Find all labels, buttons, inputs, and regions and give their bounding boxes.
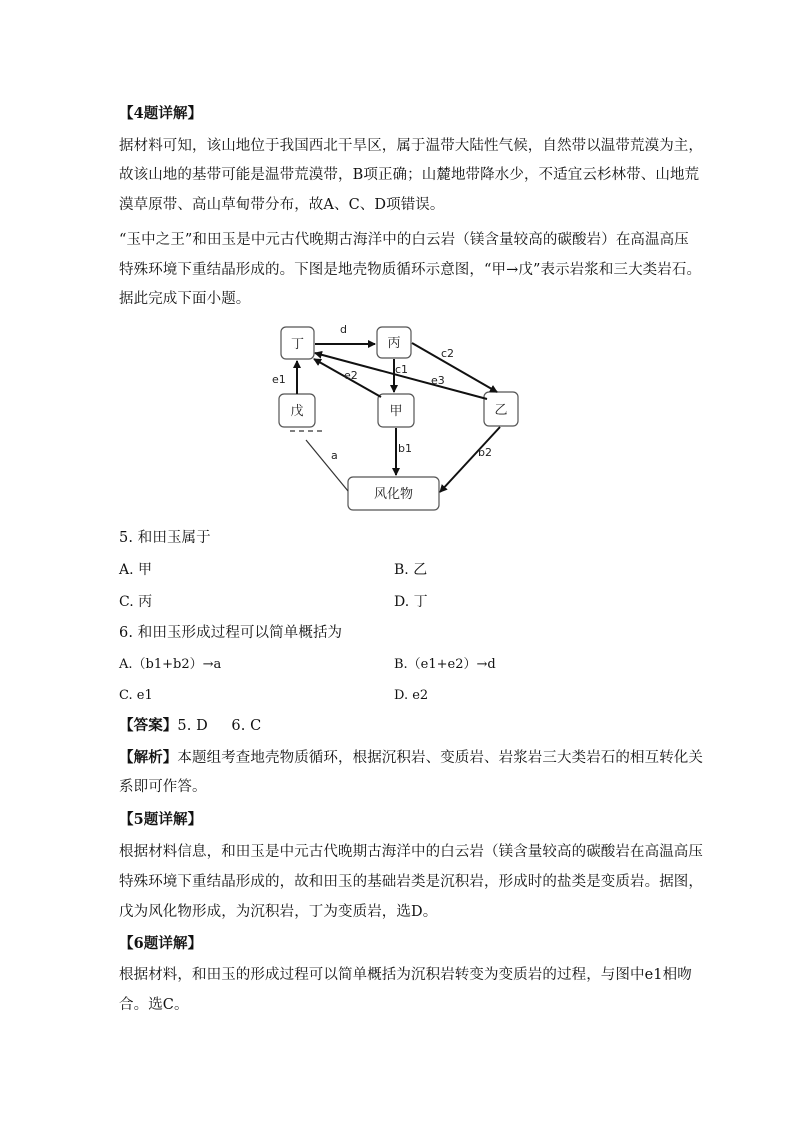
analysis-text-1: 本题组考查地壳物质循环，根据沉积岩、变质岩、岩浆岩三大类岩石的相互转化关	[177, 750, 704, 766]
q4-line-3: 漠草原带、高山草甸带分布，故A、C、D项错误。	[119, 197, 445, 213]
answer-label: 【答案】	[119, 717, 178, 734]
node-yi-label: 乙	[494, 403, 508, 418]
q4-line-2: 故该山地的基带可能是温带荒漠带，B项正确；山麓地带降水少，不适宜云杉林带、山地荒	[119, 167, 700, 183]
q6-option-b[interactable]: B.（e1+e2）→d	[394, 657, 496, 672]
node-weathered-label: 风化物	[373, 487, 414, 502]
heading-q4: 【4题详解】	[119, 105, 203, 122]
edge-b1-label: b1	[398, 442, 412, 455]
node-weathered	[348, 477, 439, 510]
edge-a-label: a	[331, 449, 338, 462]
edge-c2	[412, 343, 497, 392]
node-bing-label: 丙	[387, 336, 401, 351]
node-jia	[378, 394, 414, 427]
node-bing	[377, 327, 411, 358]
q5-stem: 5. 和田玉属于	[119, 530, 211, 546]
analysis-line-1	[119, 748, 703, 768]
q5-detail-line-3: 戊为风化物形成，为沉积岩，丁为变质岩，选D。	[119, 904, 438, 920]
q6-stem: 6. 和田玉形成过程可以简单概括为	[119, 625, 343, 641]
edge-b2-label: b2	[478, 446, 492, 459]
heading-q5: 【5题详解】	[119, 811, 203, 828]
analysis-line-2: 系即可作答。	[119, 779, 207, 795]
q6-detail-line-2: 合。选C。	[119, 997, 189, 1013]
q6-detail-line-1: 根据材料，和田玉的形成过程可以简单概括为沉积岩转变为变质岩的过程，与图中e1相吻	[119, 967, 692, 983]
q5-option-c[interactable]: C. 丙	[119, 594, 153, 610]
answer-line	[119, 716, 261, 736]
intro-line-2: 特殊环境下重结晶形成的。下图是地壳物质循环示意图，“甲→戊”表示岩浆和三大类岩石。	[119, 262, 702, 278]
edge-c1-label: c1	[395, 363, 409, 376]
q5-option-b[interactable]: B. 乙	[394, 562, 428, 578]
q5-option-a[interactable]: A. 甲	[119, 562, 153, 578]
node-ding	[281, 327, 314, 359]
edge-b2	[440, 427, 500, 492]
edge-e3-label: e3	[431, 374, 445, 387]
node-wu-label: 戊	[290, 404, 304, 419]
q5-option-d[interactable]: D. 丁	[394, 594, 428, 610]
edge-c2-label: c2	[441, 347, 455, 360]
intro-line-1: “玉中之王”和田玉是中元古代晚期古海洋中的白云岩（镁含量较高的碳酸岩）在高温高压	[119, 232, 689, 248]
node-jia-label: 甲	[389, 404, 403, 419]
q6-option-d[interactable]: D. e2	[394, 688, 429, 703]
edge-d-label: d	[340, 323, 347, 336]
q6-option-a[interactable]: A.（b1+b2）→a	[119, 657, 222, 672]
edge-e1-label: e1	[272, 373, 286, 386]
heading-q6: 【6题详解】	[119, 935, 203, 952]
node-wu	[279, 394, 315, 427]
edge-e3	[315, 353, 487, 399]
q5-detail-line-2: 特殊环境下重结晶形成的，故和田玉的基础岩类是沉积岩，形成时的盐类是变质岩。据图，	[119, 874, 703, 890]
analysis-label: 【解析】	[119, 749, 178, 766]
q4-line-1: 据材料可知，该山地位于我国西北干旱区，属于温带大陆性气候，自然带以温带荒漠为主，	[119, 138, 703, 154]
edge-e2-label: e2	[344, 369, 358, 382]
intro-line-3: 据此完成下面小题。	[119, 291, 251, 307]
q5-detail-line-1: 根据材料信息，和田玉是中元古代晚期古海洋中的白云岩（镁含量较高的碳酸岩在高温高压	[119, 844, 703, 860]
q6-option-c[interactable]: C. e1	[119, 688, 153, 703]
answer-value: 5. D 6. C	[177, 718, 262, 734]
node-yi	[484, 392, 518, 426]
edge-a	[306, 440, 348, 491]
node-ding-label: 丁	[290, 337, 305, 352]
rock-cycle-diagram	[0, 0, 794, 540]
